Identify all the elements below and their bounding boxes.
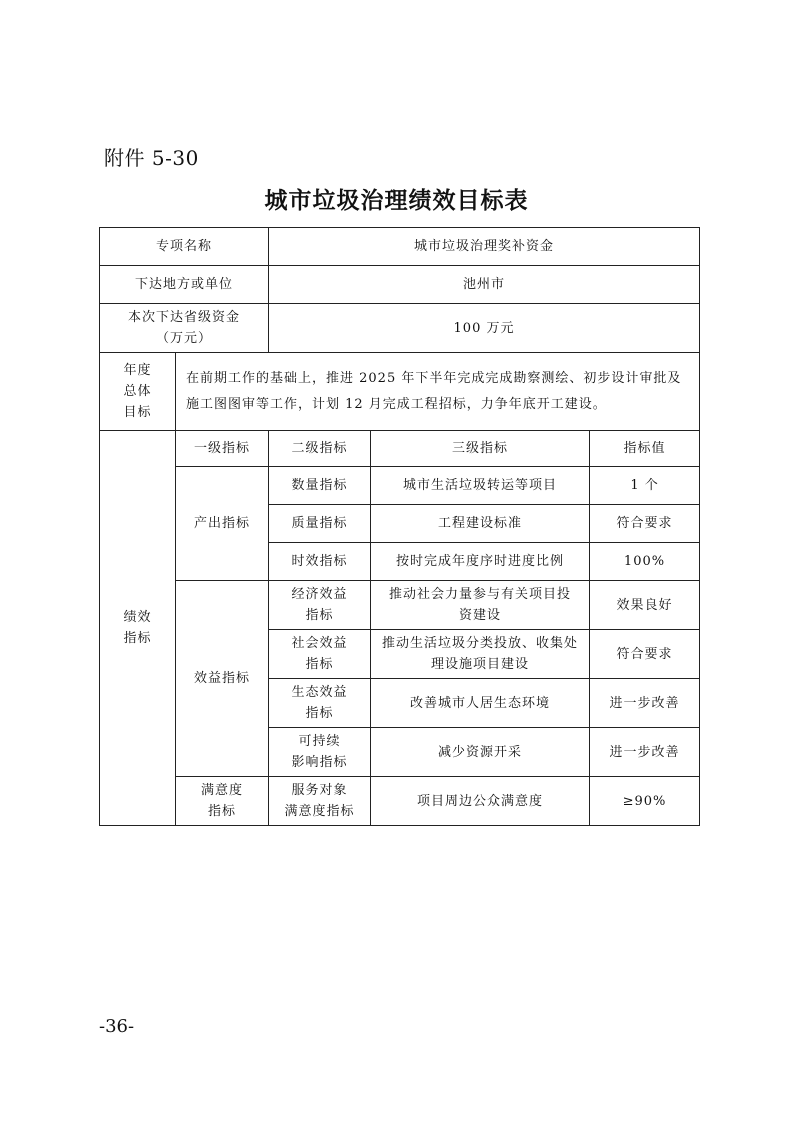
level3-line1: 推动社会力量参与有关项目投: [389, 587, 572, 602]
level2-cell: 数量指标: [269, 467, 371, 505]
level3-cell: [371, 630, 590, 679]
region-label: 下达地方或单位: [100, 266, 269, 304]
level3-cell: 按时完成年度序时进度比例: [371, 543, 590, 581]
table-row: [100, 581, 700, 630]
value-cell: 1 个: [590, 467, 700, 505]
level2-cell: [269, 777, 371, 826]
table-row: [100, 467, 700, 505]
region-value: 池州市: [269, 266, 700, 304]
level2-cell: 时效指标: [269, 543, 371, 581]
funds-label: [100, 304, 269, 353]
level3-cell: [371, 581, 590, 630]
funds-label-line2: （万元）: [156, 331, 213, 346]
header-level1: 一级指标: [176, 431, 269, 467]
table-row: [100, 777, 700, 826]
performance-label-line1: 绩效: [123, 610, 152, 625]
level2-line1: 社会效益: [291, 636, 348, 651]
level2-line2: 指标: [305, 706, 334, 721]
performance-indicator-label: [100, 431, 176, 826]
level2-cell: [269, 728, 371, 777]
level2-cell: [269, 630, 371, 679]
level3-line2: 资建设: [459, 608, 502, 623]
level2-line2: 满意度指标: [284, 804, 355, 819]
performance-target-table: [99, 227, 700, 826]
level3-line1: 推动生活垃圾分类投放、收集处: [382, 636, 579, 651]
level2-cell: [269, 679, 371, 728]
project-name-row: [100, 228, 700, 266]
annual-goal-row: [100, 353, 700, 431]
value-cell: ≥90%: [590, 777, 700, 826]
annual-goal-label: [100, 353, 176, 431]
level3-cell: 项目周边公众满意度: [371, 777, 590, 826]
level3-cell: 减少资源开采: [371, 728, 590, 777]
level2-line2: 指标: [305, 657, 334, 672]
level3-cell: 工程建设标准: [371, 505, 590, 543]
page-number: -36-: [99, 1016, 135, 1037]
header-level2: 二级指标: [269, 431, 371, 467]
indicator-header-row: [100, 431, 700, 467]
header-level3: 三级指标: [371, 431, 590, 467]
annual-goal-label-line1: 年度: [123, 363, 152, 378]
value-cell: 进一步改善: [590, 728, 700, 777]
level2-line2: 影响指标: [291, 755, 348, 770]
value-cell: 符合要求: [590, 630, 700, 679]
output-indicator-label: 产出指标: [176, 467, 269, 581]
value-cell: 符合要求: [590, 505, 700, 543]
document-title: 城市垃圾治理绩效目标表: [264, 188, 529, 214]
annual-goal-label-line3: 目标: [123, 405, 152, 420]
funds-label-line1: 本次下达省级资金: [128, 310, 241, 325]
annual-goal-text: 在前期工作的基础上，推进 2025 年下半年完成完成勘察测绘、初步设计审批及施工图图审等工作，计划 12 月完成工程招标，力争年底开工建设。: [176, 353, 700, 431]
project-name-value: 城市垃圾治理奖补资金: [269, 228, 700, 266]
benefit-indicator-label: 效益指标: [176, 581, 269, 777]
level3-cell: 城市生活垃圾转运等项目: [371, 467, 590, 505]
level2-line1: 经济效益: [291, 587, 348, 602]
funds-row: [100, 304, 700, 353]
level2-line1: 服务对象: [291, 783, 348, 798]
project-name-label: 专项名称: [100, 228, 269, 266]
level2-line1: 可持续: [298, 734, 341, 749]
level2-line2: 指标: [305, 608, 334, 623]
level3-line2: 理设施项目建设: [431, 657, 530, 672]
level2-cell: 质量指标: [269, 505, 371, 543]
satisfaction-level1-line2: 指标: [208, 804, 237, 819]
satisfaction-indicator-label: [176, 777, 269, 826]
region-row: [100, 266, 700, 304]
performance-label-line2: 指标: [123, 631, 152, 646]
value-cell: 效果良好: [590, 581, 700, 630]
funds-value: 100 万元: [269, 304, 700, 353]
level3-cell: 改善城市人居生态环境: [371, 679, 590, 728]
annual-goal-label-line2: 总体: [123, 384, 152, 399]
level2-line1: 生态效益: [291, 685, 348, 700]
attachment-label: 附件 5-30: [104, 146, 199, 170]
level2-cell: [269, 581, 371, 630]
header-value: 指标值: [590, 431, 700, 467]
satisfaction-level1-line1: 满意度: [201, 783, 244, 798]
value-cell: 100%: [590, 543, 700, 581]
value-cell: 进一步改善: [590, 679, 700, 728]
